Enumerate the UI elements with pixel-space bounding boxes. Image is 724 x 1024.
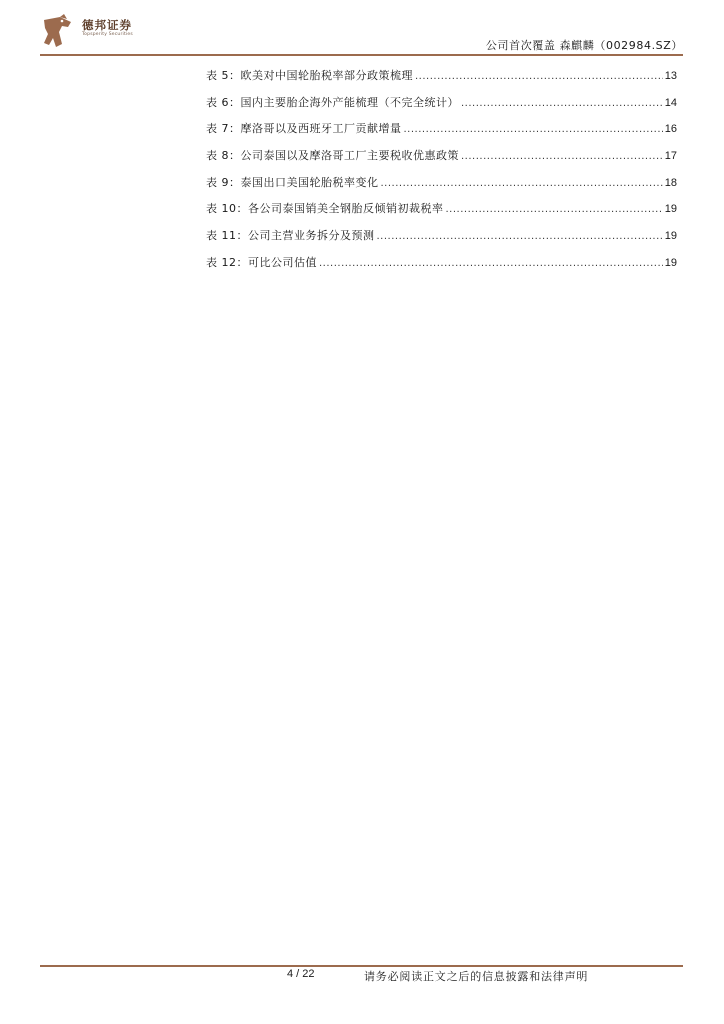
- toc-entry[interactable]: [206, 116, 677, 143]
- toc-entry[interactable]: [206, 63, 677, 90]
- toc-entry-label: 表 10：各公司泰国销美全钢胎反倾销初裁税率: [206, 202, 444, 216]
- page-number: 4 / 22: [287, 968, 315, 980]
- toc-entry-page: 18: [664, 176, 677, 189]
- toc-entry-page: 19: [664, 256, 677, 269]
- toc-entry-label: 表 9：泰国出口美国轮胎税率变化: [206, 175, 379, 189]
- toc-leader-dots: [319, 251, 663, 278]
- toc-entry[interactable]: [206, 223, 677, 250]
- topsperity-logo-icon: [40, 14, 76, 50]
- toc-entry-page: 17: [664, 150, 677, 163]
- toc-entry-label: 表 5：欧美对中国轮胎税率部分政策梳理: [206, 69, 413, 82]
- toc-leader-dots: [461, 91, 663, 118]
- toc-entry-page: 14: [664, 96, 677, 109]
- brand-name-cn: 德邦证券: [82, 18, 132, 32]
- page-header: [40, 12, 683, 56]
- toc-entry-label: 表 11：公司主营业务拆分及预测: [206, 229, 375, 243]
- table-of-tables: [206, 63, 677, 277]
- toc-entry-label: 表 7：摩洛哥以及西班牙工厂贡献增量: [206, 122, 402, 136]
- toc-entry-label: 表 12：可比公司估值: [206, 255, 317, 269]
- toc-entry-label: 表 6：国内主要胎企海外产能梳理（不完全统计）: [206, 95, 459, 109]
- toc-entry[interactable]: [206, 250, 677, 277]
- toc-entry-page: 19: [664, 203, 677, 216]
- toc-entry-page: 16: [664, 123, 677, 136]
- toc-entry[interactable]: [206, 143, 677, 170]
- toc-leader-dots: [381, 171, 663, 198]
- toc-entry[interactable]: [206, 196, 677, 223]
- toc-leader-dots: [461, 144, 663, 171]
- toc-entry-page: 19: [664, 230, 677, 243]
- toc-leader-dots: [415, 64, 663, 91]
- toc-entry-page: 13: [664, 70, 677, 82]
- toc-leader-dots: [377, 224, 663, 251]
- toc-entry-label: 表 8：公司泰国以及摩洛哥工厂主要税收优惠政策: [206, 149, 459, 163]
- report-title: 公司首次覆盖 森麒麟（002984.SZ）: [485, 39, 683, 52]
- header-divider: [40, 54, 683, 56]
- footer-divider: [40, 965, 683, 967]
- toc-leader-dots: [446, 197, 663, 224]
- toc-entry[interactable]: [206, 90, 677, 117]
- brand-name-en: Topsperity Securities: [82, 32, 133, 37]
- toc-leader-dots: [404, 117, 663, 144]
- legal-disclaimer: 请务必阅读正文之后的信息披露和法律声明: [364, 970, 589, 983]
- company-logo: [40, 14, 133, 50]
- toc-entry[interactable]: [206, 170, 677, 197]
